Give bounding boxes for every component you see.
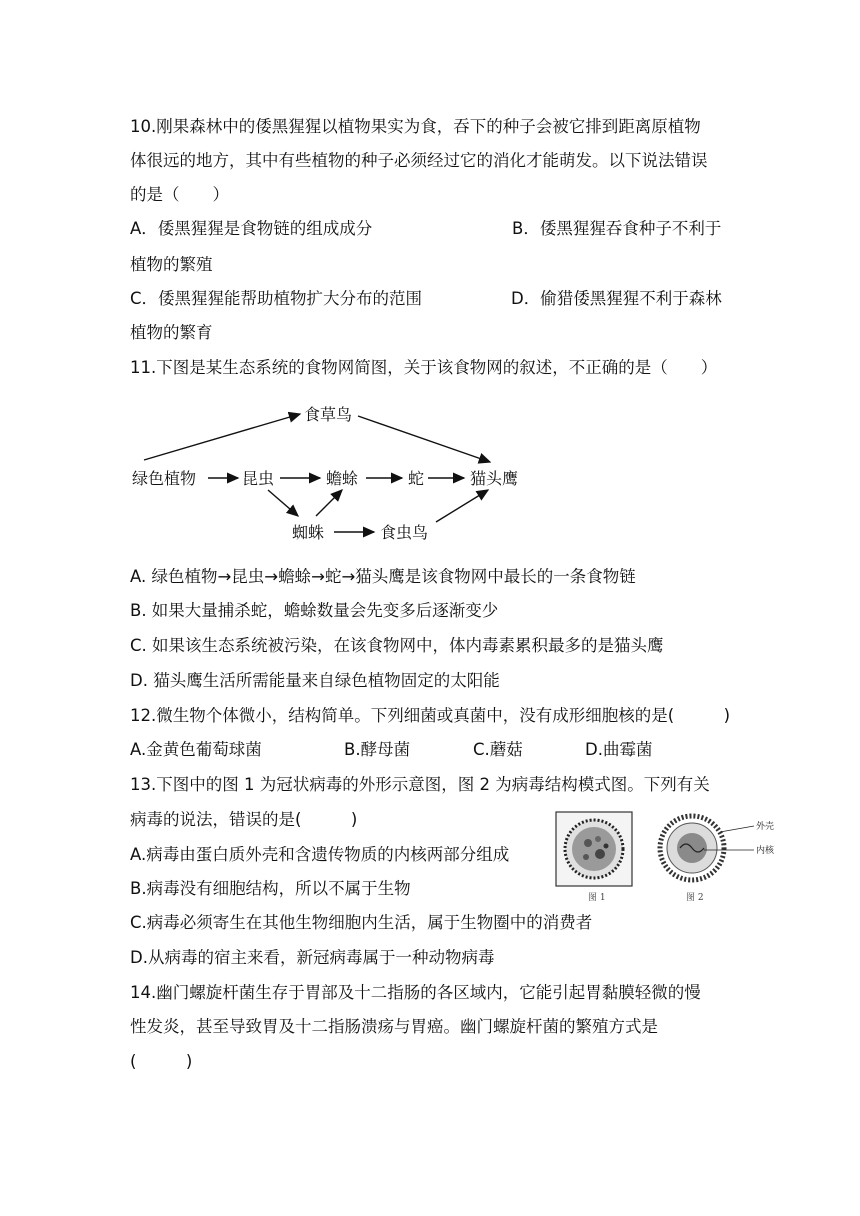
- node-spider: 蜘蛛: [292, 523, 325, 542]
- arrow-plant-grainbird: [144, 414, 300, 460]
- q10-option-c: C．倭黑猩猩能帮助植物扩大分布的范围: [130, 289, 423, 308]
- node-insect-bird: 食虫鸟: [380, 523, 429, 542]
- arrow-insectbird-owl: [436, 490, 488, 522]
- q13-stem-line2: 病毒的说法，错误的是( ): [130, 810, 358, 829]
- arrow-insect-spider: [268, 490, 298, 516]
- node-owl: 猫头鹰: [470, 469, 519, 488]
- q10-option-b: B．倭黑猩猩吞食种子不利于: [512, 219, 722, 238]
- arrow-spider-toad: [316, 490, 342, 516]
- q10-stem-line3: 的是（ ）: [130, 185, 229, 204]
- q10-option-b-cont: 植物的繁殖: [130, 255, 213, 274]
- q13-option-a: A.病毒由蛋白质外壳和含遗传物质的内核两部分组成: [130, 845, 510, 864]
- q13-stem-line1: 13.下图中的图 1 为冠状病毒的外形示意图，图 2 为病毒结构模式图。下列有关: [130, 775, 710, 794]
- q10-stem-line1: 10.刚果森林中的倭黑猩猩以植物果实为食，吞下的种子会被它排到距离原植物: [130, 117, 701, 136]
- fig2-caption: 图 2: [686, 893, 704, 903]
- q10-option-d: D．偷猎倭黑猩猩不利于森林: [511, 289, 722, 308]
- q11-option-c: C. 如果该生态系统被污染，在该食物网中，体内毒素累积最多的是猫头鹰: [130, 636, 664, 655]
- q12-stem: 12.微生物个体微小，结构简单。下列细菌或真菌中，没有成形细胞核的是( ): [130, 706, 731, 725]
- q12-option-b: B.酵母菌: [344, 740, 411, 759]
- fig1-caption: 图 1: [588, 893, 606, 903]
- q13-option-d: D.从病毒的宿主来看，新冠病毒属于一种动物病毒: [130, 948, 495, 967]
- virus-figure: [554, 810, 784, 906]
- node-plant: 绿色植物: [132, 469, 197, 488]
- q13-option-c: C.病毒必须寄生在其他生物细胞内生活，属于生物圈中的消费者: [130, 913, 593, 932]
- label-core: 内核: [756, 846, 775, 856]
- q10-stem-line2: 体很远的地方，其中有些植物的种子必须经过它的消化才能萌发。以下说法错误: [130, 151, 708, 170]
- node-snake: 蛇: [408, 469, 425, 488]
- q12-option-d: D.曲霉菌: [585, 740, 653, 759]
- coronavirus-illustration: [556, 812, 632, 886]
- q10-option-a: A．倭黑猩猩是食物链的组成成分: [130, 219, 373, 238]
- q10-option-d-cont: 植物的繁育: [130, 323, 213, 342]
- q12-option-c: C.蘑菇: [473, 740, 523, 759]
- virus-structure-illustration: [660, 816, 754, 880]
- q14-stem-line1: 14.幽门螺旋杆菌生存于胃部及十二指肠的各区域内，它能引起胃黏膜轻微的慢: [130, 983, 701, 1002]
- node-toad: 蟾蜍: [326, 469, 359, 488]
- q14-stem-line2: 性发炎，甚至导致胃及十二指肠溃疡与胃癌。幽门螺旋杆菌的繁殖方式是: [130, 1017, 658, 1036]
- node-insect: 昆虫: [242, 469, 275, 488]
- q13-option-b: B.病毒没有细胞结构，所以不属于生物: [130, 879, 411, 898]
- q11-option-a: A. 绿色植物→昆虫→蟾蜍→蛇→猫头鹰是该食物网中最长的一条食物链: [130, 567, 636, 586]
- arrow-grainbird-owl: [358, 416, 490, 462]
- label-shell: 外壳: [756, 822, 775, 832]
- food-web-diagram: [120, 398, 540, 548]
- q11-stem: 11.下图是某生态系统的食物网简图，关于该食物网的叙述，不正确的是（ ）: [130, 358, 718, 377]
- q14-stem-line3: ( ): [130, 1052, 193, 1071]
- q11-option-b: B. 如果大量捕杀蛇，蟾蜍数量会先变多后逐渐变少: [130, 601, 499, 620]
- node-grain-bird: 食草鸟: [304, 405, 353, 424]
- q11-option-d: D. 猫头鹰生活所需能量来自绿色植物固定的太阳能: [130, 671, 500, 690]
- q12-option-a: A.金黄色葡萄球菌: [130, 740, 262, 759]
